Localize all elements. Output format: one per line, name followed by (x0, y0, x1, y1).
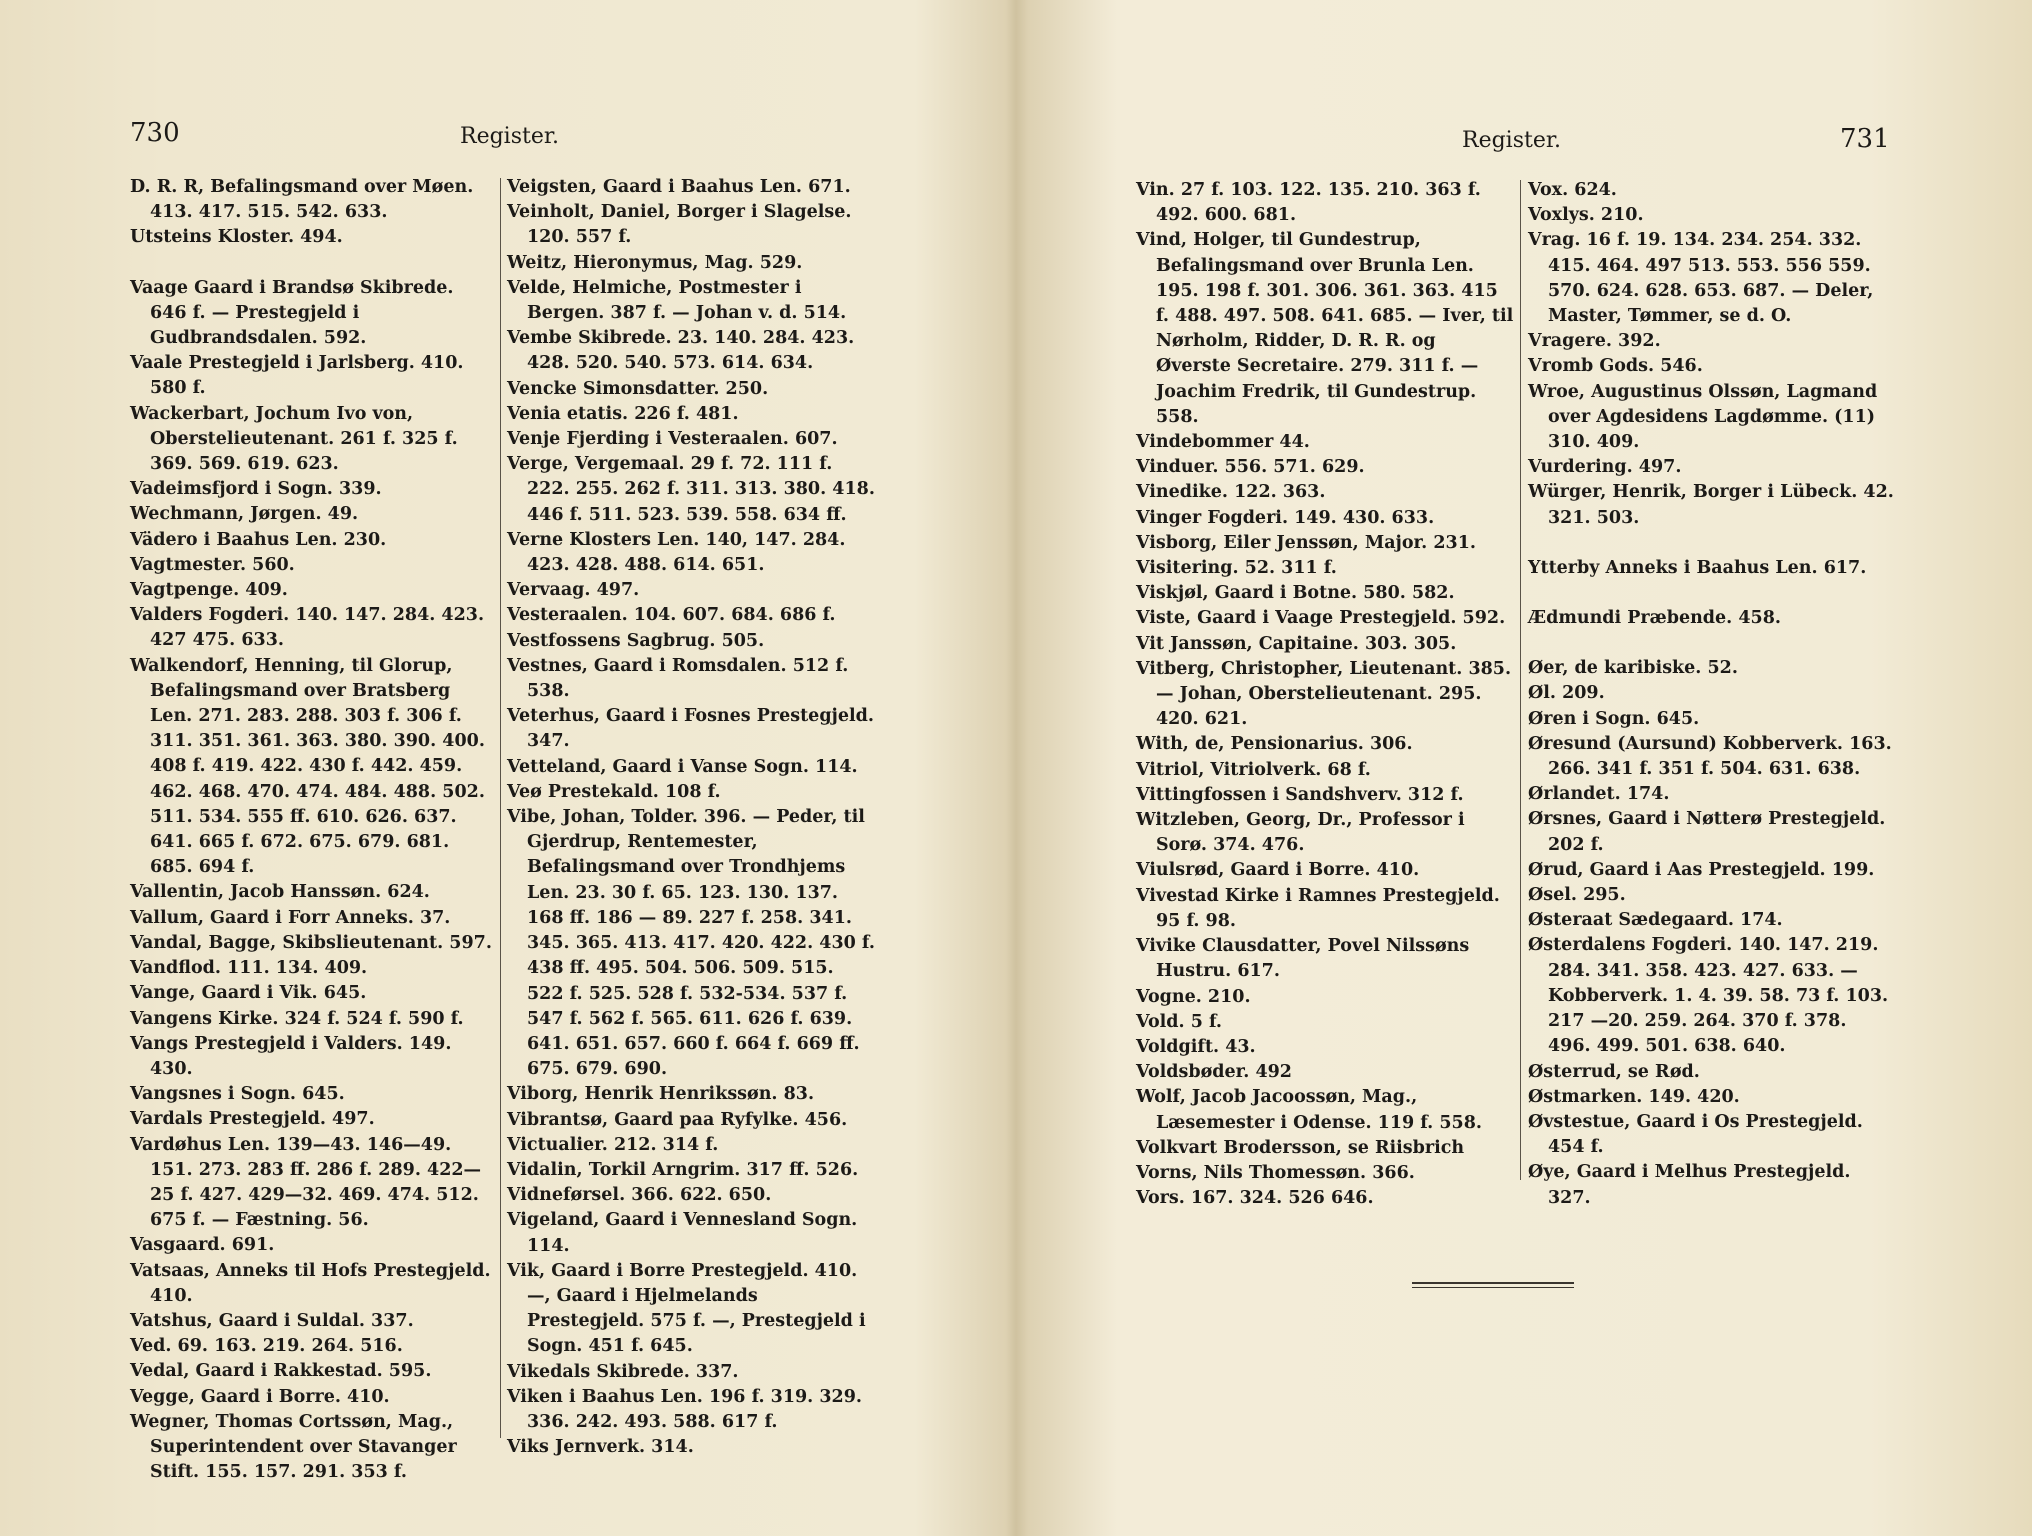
index-entry: Venia etatis. 226 f. 481. (507, 403, 739, 424)
index-entry: Victualier. 212. 314 f. (507, 1134, 719, 1155)
index-column-right-2 (1528, 178, 1894, 1211)
index-column-left-1 (130, 175, 495, 1485)
index-entry: Vaale Prestegjeld i Jarlsberg. 410. 580 f. (130, 353, 464, 399)
index-column-left-2 (507, 175, 875, 1460)
index-entry: Vitberg, Christopher, Lieutenant. 385. — Johan, Oberstelieutenant. 295. 420. 621. (1136, 658, 1512, 730)
index-entry: Vedal, Gaard i Rakkestad. 595. (130, 1361, 432, 1382)
index-entry: Ved. 69. 163. 219. 264. 516. (130, 1336, 403, 1357)
index-entry: Vittingfossen i Sandshverv. 312 f. (1136, 784, 1464, 805)
index-entry: Wolf, Jacob Jacoossøn, Mag., Læsemester i Odense. 119 f. 558. (1136, 1087, 1482, 1133)
index-entry: Verge, Vergemaal. 29 f. 72. 111 f. 222. 255. 262 f. 311. 313. 380. 418. 446 f. 511. 523. 539. 558. 634 ff. (507, 454, 875, 525)
index-entry: Vinedike. 122. 363. (1136, 482, 1326, 503)
index-entry: Vervaag. 497. (507, 580, 640, 601)
index-entry: Voxlys. 210. (1528, 205, 1644, 226)
index-entry: Vin. 27 f. 103. 122. 135. 210. 363 f. 492. 600. 681. (1136, 180, 1481, 226)
index-entry: Viks Jernverk. 314. (507, 1437, 694, 1458)
index-entry: Ørud, Gaard i Aas Prestegjeld. 199. (1528, 859, 1875, 880)
index-entry: Vogne. 210. (1136, 986, 1251, 1007)
index-entry: Østerrud, se Rød. (1528, 1061, 1700, 1082)
column-divider-right (1520, 180, 1521, 1180)
section-gap (1528, 581, 1894, 606)
index-entry: Vivestad Kirke i Ramnes Prestegjeld. 95 f. 98. (1136, 885, 1500, 931)
index-entry: With, de, Pensionarius. 306. (1136, 734, 1413, 755)
index-entry: Vox. 624. (1528, 180, 1617, 200)
index-entry: Vragere. 392. (1528, 331, 1661, 352)
index-entry: Øvstestue, Gaard i Os Prestegjeld. 454 f. (1528, 1111, 1863, 1158)
index-entry: Venje Fjerding i Vesteraalen. 607. (507, 429, 838, 450)
index-entry: Würger, Henrik, Borger i Lübeck. 42. 321. 503. (1528, 482, 1894, 528)
page-number-right: 731 (1840, 124, 1890, 154)
index-entry: Vandflod. 111. 134. 409. (130, 958, 368, 979)
index-entry: Vidalin, Torkil Arngrim. 317 ff. 526. (507, 1159, 859, 1180)
index-entry: Ørlandet. 174. (1528, 784, 1670, 805)
index-entry: Valders Fogderi. 140. 147. 284. 423. 427 475. 633. (130, 605, 485, 651)
left-page (0, 0, 1010, 1536)
index-entry: Øren i Sogn. 645. (1528, 708, 1700, 729)
index-entry: Vangsnes i Sogn. 645. (130, 1084, 345, 1105)
index-entry: Vinger Fogderi. 149. 430. 633. (1136, 507, 1435, 528)
index-entry: Verne Klosters Len. 140, 147. 284. 423. 428. 488. 614. 651. (507, 529, 846, 576)
section-gap (1528, 631, 1894, 656)
index-entry: Viskjøl, Gaard i Botne. 580. 582. (1136, 583, 1455, 604)
column-divider-left (500, 178, 501, 1438)
index-entry: Viste, Gaard i Vaage Prestegjeld. 592. (1136, 608, 1506, 629)
index-entry: Vagtpenge. 409. (130, 580, 288, 601)
index-entry: Vinduer. 556. 571. 629. (1136, 457, 1365, 478)
index-entry: Viulsrød, Gaard i Borre. 410. (1136, 860, 1420, 881)
running-head-left: Register. (460, 124, 559, 149)
index-entry: Vagtmester. 560. (130, 554, 295, 575)
index-entry: Vardals Prestegjeld. 497. (130, 1109, 375, 1130)
index-entry: Vibrantsø, Gaard paa Ryfylke. 456. (507, 1109, 848, 1130)
end-rule (1412, 1282, 1574, 1288)
index-entry: Ørsnes, Gaard i Nøtterø Prestegjeld. 202 f. (1528, 809, 1886, 855)
section-gap (130, 251, 495, 276)
index-entry: Vitriol, Vitriolverk. 68 f. (1136, 759, 1371, 780)
index-entry: Weitz, Hieronymus, Mag. 529. (507, 252, 803, 273)
index-entry: Østmarken. 149. 420. (1528, 1086, 1740, 1107)
index-entry: Vasgaard. 691. (130, 1235, 275, 1256)
index-entry: Vors. 167. 324. 526 646. (1136, 1188, 1374, 1209)
index-entry: Vandal, Bagge, Skibslieutenant. 597. (130, 932, 492, 953)
index-entry: Voldgift. 43. (1136, 1036, 1256, 1057)
index-entry: Ytterby Anneks i Baahus Len. 617. (1528, 557, 1867, 578)
index-entry: Ædmundi Præbende. 458. (1528, 608, 1781, 629)
index-entry: Vikedals Skibrede. 337. (507, 1361, 739, 1382)
index-entry: Vestnes, Gaard i Romsdalen. 512 f. 538. (507, 655, 849, 702)
index-entry: Wegner, Thomas Cortssøn, Mag., Superintendent over Stavanger Stift. 155. 157. 291. 353 f. (130, 1411, 457, 1483)
index-entry: Visitering. 52. 311 f. (1136, 558, 1337, 579)
index-entry: Vivike Clausdatter, Povel Nilssøns Hustru. 617. (1136, 936, 1470, 982)
index-entry: Wechmann, Jørgen. 49. (130, 504, 359, 525)
index-entry: Vind, Holger, til Gundestrup, Befalingsmand over Brunla Len. 195. 198 f. 301. 306. 361. 363. 415 f. 488. 497. 508. 641. 685. — Iver, til Nørholm, Ridder, D. R. R. og Øverste Secretaire. 279. 311 f. — Joachim Fredrik, til Gundestrup. 558. (1136, 230, 1514, 427)
index-entry: Velde, Helmiche, Postmester i Bergen. 387 f. — Johan v. d. 514. (507, 277, 847, 324)
section-gap (1528, 531, 1894, 556)
index-entry: Vangs Prestegjeld i Valders. 149. 430. (130, 1033, 452, 1079)
index-entry: Vigeland, Gaard i Vennesland Sogn. 114. (507, 1210, 858, 1256)
index-entry: Vetteland, Gaard i Vanse Sogn. 114. (507, 756, 858, 777)
index-entry: Vembe Skibrede. 23. 140. 284. 423. 428. 520. 540. 573. 614. 634. (507, 328, 855, 374)
index-entry: Wroe, Augustinus Olssøn, Lagmand over Agdesidens Lagdømme. (11) 310. 409. (1528, 381, 1878, 453)
index-entry: Viken i Baahus Len. 196 f. 319. 329. 336. 242. 493. 588. 617 f. (507, 1386, 862, 1432)
index-entry: Øl. 209. (1528, 683, 1605, 704)
index-entry: Witzleben, Georg, Dr., Professor i Sorø. 374. 476. (1136, 810, 1465, 856)
index-entry: Østerdalens Fogderi. 140. 147. 219. 284. 341. 358. 423. 427. 633. — Kobberverk. 1. 4. 39. 58. 73 f. 103. 217 —20. 259. 264. 370 f. 378. 496. 499. 501. 638. 640. (1528, 935, 1889, 1057)
index-entry: Øye, Gaard i Melhus Prestegjeld. 327. (1528, 1162, 1851, 1208)
index-entry: Øer, de karibiske. 52. (1528, 658, 1738, 679)
index-entry: Vatshus, Gaard i Suldal. 337. (130, 1310, 414, 1331)
index-entry: Øresund (Aursund) Kobberverk. 163. 266. 341 f. 351 f. 504. 631. 638. (1528, 733, 1892, 780)
index-entry: Veigsten, Gaard i Baahus Len. 671. (507, 177, 851, 197)
index-entry: Vegge, Gaard i Borre. 410. (130, 1386, 390, 1407)
index-entry: Vange, Gaard i Vik. 645. (130, 983, 367, 1004)
index-entry: Vencke Simonsdatter. 250. (507, 378, 769, 399)
index-entry: Vestfossens Sagbrug. 505. (507, 630, 765, 651)
index-entry: Vibe, Johan, Tolder. 396. — Peder, til Gjerdrup, Rentemester, Befalingsmand over Trondhjems Len. 23. 30 f. 65. 123. 130. 137. 168 ff. 186 — 89. 227 f. 258. 341. 345. 365. 413. 417. 420. 422. 430 f. 438 ff. 495. 504. 506. 509. 515. 522 f. 525. 528 f. 532-534. 537 f. 547 f. 562 f. 565. 611. 626 f. 639. 641. 651. 657. 660 f. 664 f. 669 ff. 675. 679. 690. (507, 807, 875, 1080)
index-entry: Vromb Gods. 546. (1528, 356, 1703, 377)
index-entry: Øsel. 295. (1528, 885, 1626, 906)
index-entry: Vesteraalen. 104. 607. 684. 686 f. (507, 605, 836, 626)
index-entry: Visborg, Eiler Jenssøn, Major. 231. (1136, 532, 1476, 553)
index-entry: Vaage Gaard i Brandsø Skibrede. 646 f. — Prestegjeld i Gudbrandsdalen. 592. (130, 277, 454, 349)
index-entry: Vik, Gaard i Borre Prestegjeld. 410. —, Gaard i Hjelmelands Prestegjeld. 575 f. —, Prestegjeld i Sogn. 451 f. 645. (507, 1260, 866, 1357)
index-entry: Vurdering. 497. (1528, 457, 1682, 478)
index-entry: Østeraat Sædegaard. 174. (1528, 910, 1783, 931)
index-entry: Voldsbøder. 492 (1136, 1062, 1292, 1083)
index-entry: Vorns, Nils Thomessøn. 366. (1136, 1162, 1415, 1183)
index-entry: Vardøhus Len. 139—43. 146—49. 151. 273. 283 ff. 286 f. 289. 422—25 f. 427. 429—32. 469. 474. 512. 675 f. — Fæstning. 56. (130, 1134, 482, 1231)
index-entry: Vidneførsel. 366. 622. 650. (507, 1185, 772, 1206)
index-entry: Vallentin, Jacob Hanssøn. 624. (130, 882, 430, 903)
index-entry: Vädero i Baahus Len. 230. (130, 529, 387, 550)
index-entry: Viborg, Henrik Henrikssøn. 83. (507, 1084, 815, 1105)
index-entry: Vindebommer 44. (1136, 432, 1310, 453)
index-entry: Vatsaas, Anneks til Hofs Prestegjeld. 410. (130, 1260, 491, 1306)
index-entry: Vold. 5 f. (1136, 1011, 1222, 1032)
index-entry: Vit Janssøn, Capitaine. 303. 305. (1136, 633, 1457, 654)
index-column-right-1 (1136, 178, 1516, 1211)
index-entry: Vrag. 16 f. 19. 134. 234. 254. 332. 415. 464. 497 513. 553. 556 559. 570. 624. 628. 653. 687. — Deler, Master, Tømmer, se d. O. (1528, 230, 1874, 327)
index-entry: Vadeimsfjord i Sogn. 339. (130, 479, 382, 500)
running-head-right: Register. (1462, 128, 1561, 153)
index-entry: Veinholt, Daniel, Borger i Slagelse. 120. 557 f. (507, 202, 852, 248)
index-entry: D. R. R, Befalingsmand over Møen. 413. 417. 515. 542. 633. (130, 177, 474, 223)
index-entry: Utsteins Kloster. 494. (130, 227, 343, 248)
index-entry: Walkendorf, Henning, til Glorup, Befalingsmand over Bratsberg Len. 271. 283. 288. 303 f. 306 f. 311. 351. 361. 363. 380. 390. 400. 408 f. 419. 422. 430 f. 442. 459. 462. 468. 470. 474. 484. 488. 502. 511. 534. 555 ff. 610. 626. 637. 641. 665 f. 672. 675. 679. 681. 685. 694 f. (130, 655, 485, 878)
index-entry: Veterhus, Gaard i Fosnes Prestegjeld. 347. (507, 706, 874, 752)
right-page (1014, 0, 2032, 1536)
page-number-left: 730 (130, 118, 180, 148)
index-entry: Veø Prestekald. 108 f. (507, 781, 721, 802)
index-entry: Volkvart Brodersson, se Riisbrich (1136, 1137, 1465, 1158)
index-entry: Vangens Kirke. 324 f. 524 f. 590 f. (130, 1008, 464, 1029)
index-entry: Vallum, Gaard i Forr Anneks. 37. (130, 907, 451, 928)
index-entry: Wackerbart, Jochum Ivo von, Oberstelieutenant. 261 f. 325 f. 369. 569. 619. 623. (130, 403, 458, 475)
